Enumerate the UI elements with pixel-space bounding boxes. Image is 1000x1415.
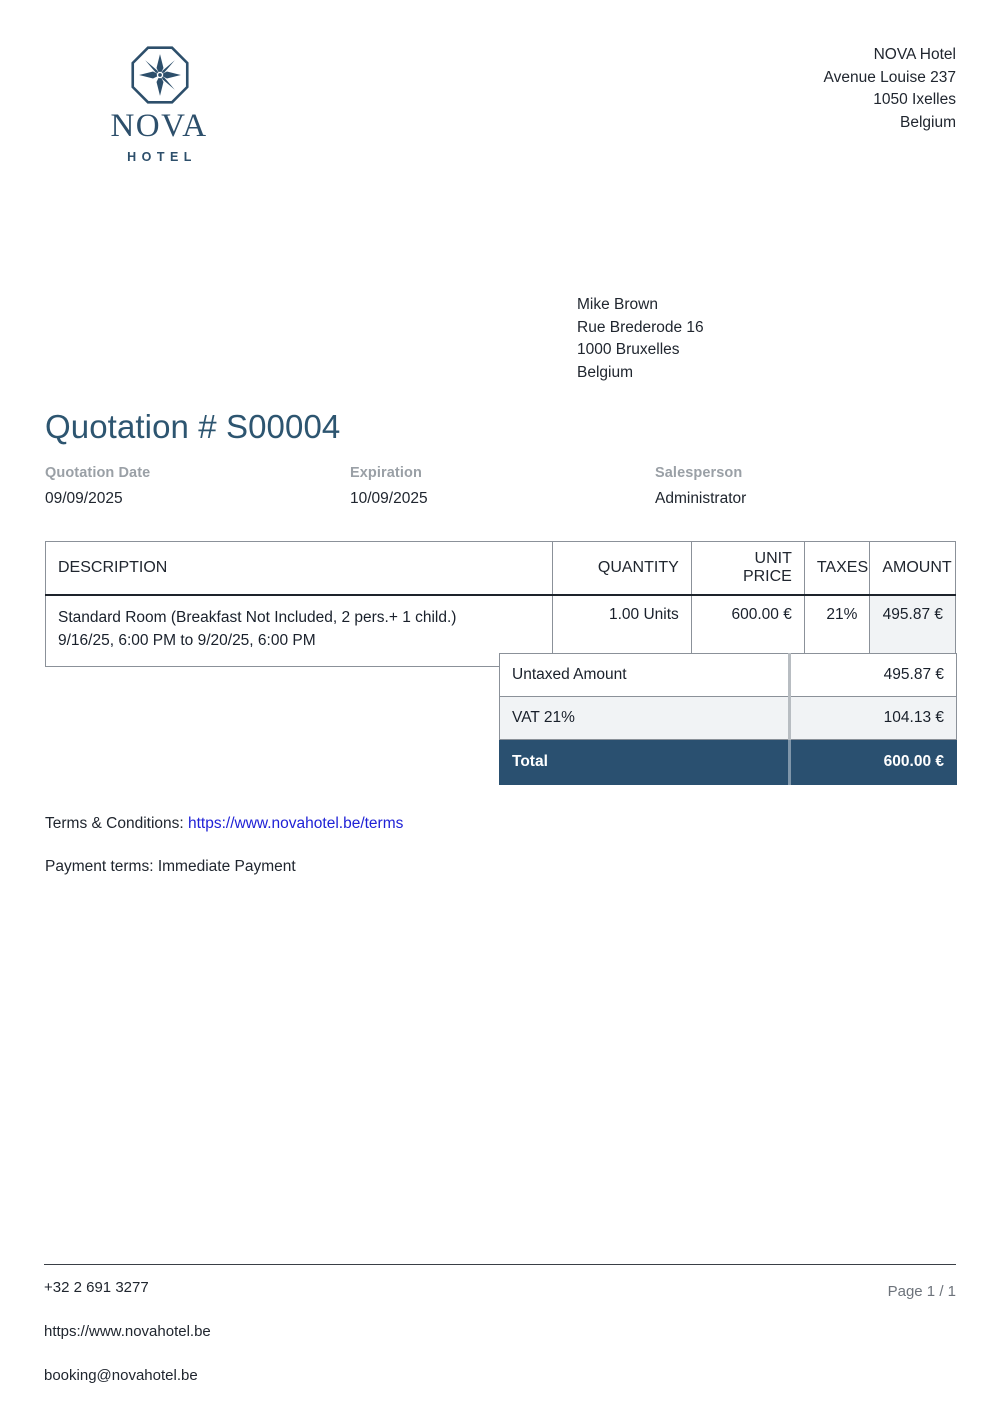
logo-wordmark: NOVA (110, 108, 208, 144)
description-line-1: Standard Room (Breakfast Not Included, 2 pers.+ 1 child.) (58, 609, 457, 626)
footer-phone-text: +32 2 691 3277 (44, 1279, 149, 1296)
table-header-row (46, 542, 956, 596)
company-address-block (824, 44, 956, 134)
description-line-2: 9/16/25, 6:00 PM to 9/20/25, 6:00 PM (58, 632, 316, 649)
cell-description (46, 595, 553, 667)
page-number: Page 1 / 1 (887, 1283, 956, 1300)
customer-city: 1000 Bruxelles (577, 341, 680, 358)
column-header-quantity: QUANTITY (553, 542, 691, 596)
quotation-meta (45, 463, 925, 511)
page-title: Quotation # S00004 (45, 408, 341, 445)
company-country: Belgium (900, 113, 956, 131)
untaxed-amount-label: Untaxed Amount (500, 654, 790, 697)
quotation-date-label: Quotation Date (45, 465, 151, 481)
nova-star-octagon-icon (131, 46, 189, 104)
customer-country: Belgium (577, 363, 633, 381)
column-header-description: DESCRIPTION (46, 542, 553, 596)
totals-table (499, 653, 957, 785)
column-header-unit-price: UNIT PRICE (691, 542, 804, 596)
payment-terms: Payment terms: Immediate Payment (45, 858, 296, 875)
document-header (0, 0, 1000, 180)
totals-row-vat (500, 697, 957, 740)
terms-link[interactable]: https://www.novahotel.be/terms (188, 815, 404, 832)
untaxed-amount-value: 495.87 € (790, 654, 957, 697)
order-lines-table (45, 541, 956, 667)
customer-address-block (577, 294, 704, 384)
customer-name: Mike Brown (577, 296, 658, 313)
footer-email[interactable]: booking@novahotel.be (44, 1367, 198, 1384)
footer-phone (44, 1277, 956, 1299)
total-value: 600.00 € (790, 740, 957, 785)
meta-quotation-date (45, 463, 350, 511)
footer-website[interactable]: https://www.novahotel.be (44, 1323, 211, 1340)
company-street: Avenue Louise 237 (823, 68, 956, 86)
terms-label: Terms & Conditions: (45, 815, 188, 832)
expiration-value: 10/09/2025 (350, 490, 428, 507)
salesperson-value: Administrator (655, 490, 747, 507)
vat-label: VAT 21% (500, 697, 790, 740)
quotation-date-value: 09/09/2025 (45, 490, 123, 507)
document-footer (44, 1274, 956, 1387)
meta-expiration (350, 463, 655, 511)
cell-amount: 495.87 € (870, 595, 956, 667)
footer-divider (44, 1264, 956, 1265)
cell-quantity: 1.00 Units (553, 595, 691, 667)
logo-subtitle: HOTEL (127, 150, 197, 164)
totals-row-total (500, 740, 957, 785)
company-name: NOVA Hotel (873, 46, 956, 63)
salesperson-label: Salesperson (655, 465, 743, 481)
company-city: 1050 Ixelles (873, 91, 956, 108)
totals-row-untaxed (500, 654, 957, 697)
company-logo (45, 46, 275, 164)
column-header-taxes: TAXES (804, 542, 870, 596)
customer-street: Rue Brederode 16 (577, 318, 704, 336)
vat-value: 104.13 € (790, 697, 957, 740)
cell-unit-price: 600.00 € (691, 595, 804, 667)
column-header-amount: AMOUNT (870, 542, 956, 596)
total-label: Total (500, 740, 790, 785)
meta-salesperson (655, 463, 925, 511)
expiration-label: Expiration (350, 465, 422, 481)
cell-taxes: 21% (804, 595, 870, 667)
terms-and-conditions (45, 812, 403, 836)
